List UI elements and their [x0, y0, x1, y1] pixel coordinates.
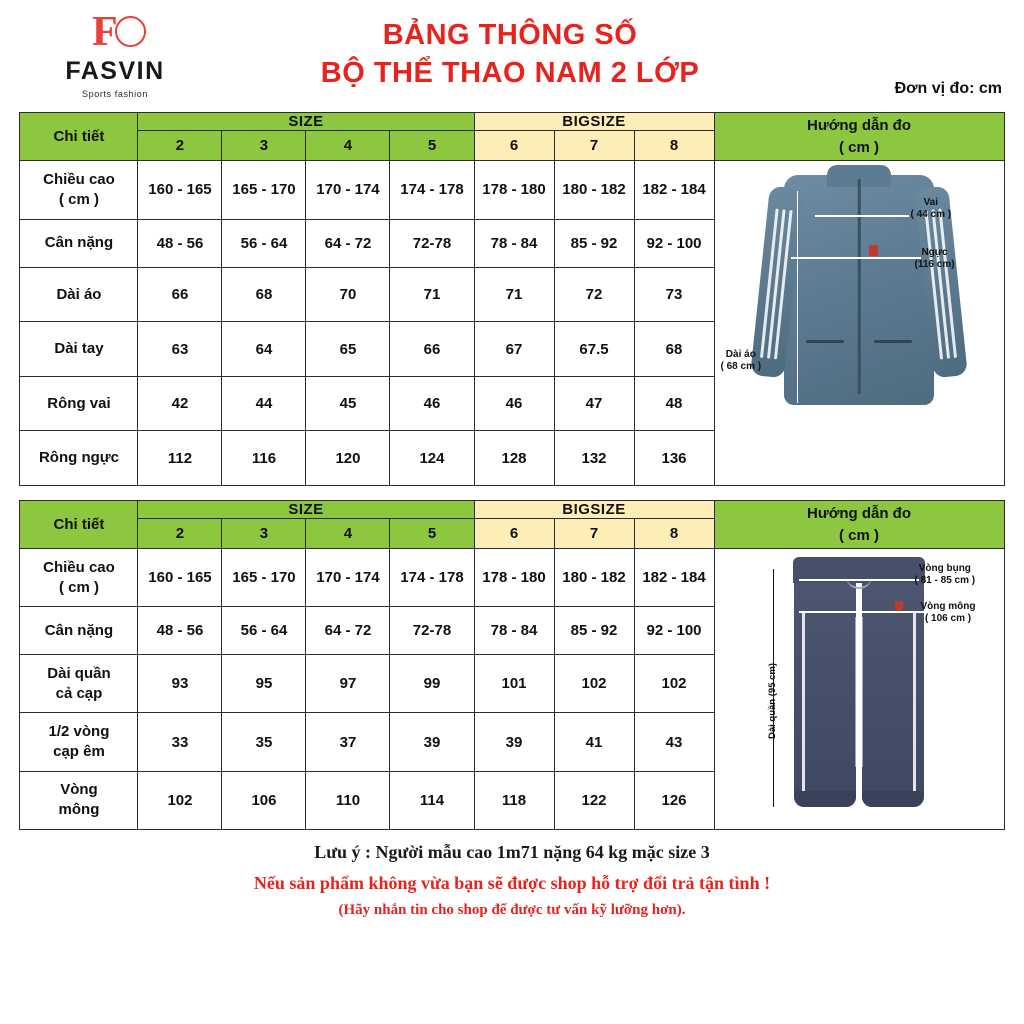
- table-cell: 33: [138, 713, 222, 771]
- bigsize-col-8: 8: [634, 131, 714, 161]
- table-cell: 78 - 84: [474, 607, 554, 655]
- table-cell: 116: [222, 431, 306, 486]
- table-cell: 85 - 92: [554, 219, 634, 267]
- table-cell: 48 - 56: [138, 219, 222, 267]
- row-label: Cân nặng: [20, 607, 138, 655]
- table-cell: 72: [554, 267, 634, 322]
- waist-measure-line: [799, 579, 919, 581]
- hip-measure-line: [799, 611, 925, 613]
- row-label: Dài áo: [20, 267, 138, 322]
- jacket-logo-patch: [869, 245, 878, 256]
- brand-name: FASVIN: [65, 57, 165, 85]
- footer-note-model: Lưu ý : Người mẫu cao 1m71 nặng 64 kg mặc size 3: [314, 842, 710, 862]
- pants-gap: [856, 617, 863, 767]
- table-cell: 67.5: [554, 322, 634, 377]
- table-cell: 160 - 165: [138, 161, 222, 220]
- pants-leg-right: [862, 581, 924, 807]
- table-cell: 174 - 178: [390, 549, 474, 607]
- pants-cuff-right: [862, 791, 924, 807]
- table-header-row-1: [20, 501, 1004, 519]
- header-guide-line1: Hướng dẫn đo: [807, 116, 912, 134]
- table-cell: 118: [474, 771, 554, 829]
- table-cell: 126: [634, 771, 714, 829]
- page-title: [230, 16, 790, 92]
- size-col-5: 5: [390, 519, 474, 549]
- row-label-line2: ( cm ): [58, 578, 99, 596]
- table-cell: 114: [390, 771, 474, 829]
- size-col-5: 5: [390, 131, 474, 161]
- table-cell: 128: [474, 431, 554, 486]
- header-guide-line1: Hướng dẫn đo: [807, 504, 912, 522]
- header-size: SIZE: [138, 113, 474, 131]
- table-cell: 170 - 174: [306, 549, 390, 607]
- page-title-line2: BỘ THỂ THAO NAM 2 LỚP: [320, 57, 700, 89]
- pants-leg-left: [794, 581, 856, 807]
- table-cell: 112: [138, 431, 222, 486]
- jacket-pocket-left: [806, 340, 844, 343]
- table-cell: 45: [306, 376, 390, 431]
- table-cell: 180 - 182: [554, 161, 634, 220]
- length-measure-line: [797, 191, 799, 403]
- bigsize-col-8: 8: [634, 519, 714, 549]
- jacket-zipper: [858, 179, 861, 394]
- table-cell: 78 - 84: [474, 219, 554, 267]
- shoulder-annotation: Vai ( 44 cm ): [910, 197, 952, 220]
- table-cell: 160 - 165: [138, 549, 222, 607]
- chest-measure-line: [791, 257, 921, 259]
- table-row: [20, 161, 1004, 220]
- table-cell: 122: [554, 771, 634, 829]
- table-cell: 182 - 184: [634, 161, 714, 220]
- header-guide-line2: ( cm ): [839, 526, 880, 544]
- table-cell: 44: [222, 376, 306, 431]
- header-guide-line2: ( cm ): [839, 138, 880, 156]
- page-footer: [20, 842, 1004, 919]
- row-label-line1: Dài quần: [47, 664, 111, 682]
- table-cell: 48 - 56: [138, 607, 222, 655]
- pants-logo-patch: [895, 601, 903, 611]
- table-cell: 170 - 174: [306, 161, 390, 220]
- table-cell: 120: [306, 431, 390, 486]
- table-cell: 180 - 182: [554, 549, 634, 607]
- table-cell: 41: [554, 713, 634, 771]
- table-cell: 97: [306, 655, 390, 713]
- row-label: [20, 549, 138, 607]
- table-divider: [0, 486, 1024, 500]
- logo-circle-icon: [115, 16, 146, 47]
- table-cell: 39: [474, 713, 554, 771]
- table-cell: 178 - 180: [474, 549, 554, 607]
- table-cell: 165 - 170: [222, 549, 306, 607]
- brand-logo: [30, 8, 200, 100]
- size-col-3: 3: [222, 131, 306, 161]
- table-cell: 72-78: [390, 219, 474, 267]
- size-col-2: 2: [138, 131, 222, 161]
- table-cell: 178 - 180: [474, 161, 554, 220]
- pants-size-table: [19, 500, 1004, 830]
- bigsize-col-6: 6: [474, 131, 554, 161]
- table-cell: 70: [306, 267, 390, 322]
- table-cell: 64 - 72: [306, 607, 390, 655]
- header-guide: [714, 113, 1004, 161]
- jacket-illustration: [715, 161, 1004, 485]
- leg-stripe-icon: [802, 611, 805, 796]
- bigsize-col-7: 7: [554, 519, 634, 549]
- table-cell: 66: [138, 267, 222, 322]
- table-cell: 174 - 178: [390, 161, 474, 220]
- bigsize-col-7: 7: [554, 131, 634, 161]
- table-cell: 136: [634, 431, 714, 486]
- brand-tagline: Sports fashion: [82, 89, 148, 99]
- table-row: [20, 549, 1004, 607]
- table-cell: 93: [138, 655, 222, 713]
- table-cell: 71: [474, 267, 554, 322]
- header-detail: Chi tiết: [20, 113, 138, 161]
- row-label: [20, 655, 138, 713]
- row-label: Dài tay: [20, 322, 138, 377]
- table-cell: 48: [634, 376, 714, 431]
- table-cell: 46: [474, 376, 554, 431]
- table-cell: 68: [634, 322, 714, 377]
- row-label: Cân nặng: [20, 219, 138, 267]
- length-annotation: Dài áo ( 68 cm ): [720, 349, 762, 372]
- table-cell: 71: [390, 267, 474, 322]
- header-bigsize: BIGSIZE: [474, 501, 714, 519]
- row-label-line1: 1/2 vòng: [48, 723, 110, 741]
- page-header: [0, 0, 1024, 112]
- row-label-line2: cả cạp: [55, 684, 103, 702]
- table-cell: 182 - 184: [634, 549, 714, 607]
- table-cell: 67: [474, 322, 554, 377]
- table-cell: 92 - 100: [634, 607, 714, 655]
- logo-mark-icon: [82, 10, 148, 56]
- table-header-row-1: [20, 113, 1004, 131]
- table-cell: 73: [634, 267, 714, 322]
- table-cell: 63: [138, 322, 222, 377]
- table-cell: 95: [222, 655, 306, 713]
- shoulder-measure-line: [815, 215, 909, 217]
- row-label-line1: Vòng: [60, 781, 98, 799]
- table-cell: 47: [554, 376, 634, 431]
- table-cell: 101: [474, 655, 554, 713]
- table-cell: 110: [306, 771, 390, 829]
- row-label: [20, 713, 138, 771]
- table-cell: 72-78: [390, 607, 474, 655]
- size-col-4: 4: [306, 519, 390, 549]
- waist-annotation: Vòng bụng ( 81 - 85 cm ): [914, 563, 976, 586]
- pants-body: [793, 557, 925, 807]
- jacket-size-table: [19, 112, 1004, 486]
- pants-cuff-left: [794, 791, 856, 807]
- header-bigsize: BIGSIZE: [474, 113, 714, 131]
- table-cell: 37: [306, 713, 390, 771]
- unit-note: Đơn vị đo: cm: [894, 80, 1002, 97]
- table-cell: 106: [222, 771, 306, 829]
- row-label-line2: cạp êm: [53, 743, 105, 761]
- header-size: SIZE: [138, 501, 474, 519]
- table-cell: 64 - 72: [306, 219, 390, 267]
- table-cell: 124: [390, 431, 474, 486]
- hip-annotation: Vòng mông ( 106 cm ): [920, 601, 976, 624]
- table-cell: 39: [390, 713, 474, 771]
- size-col-2: 2: [138, 519, 222, 549]
- footer-note-exchange: Nếu sản phẩm không vừa bạn sẽ được shop hỗ trợ đổi trả tận tình !: [253, 873, 771, 893]
- jacket-guide-cell: [714, 161, 1004, 486]
- table-cell: 66: [390, 322, 474, 377]
- row-label-line2: ( cm ): [58, 190, 99, 208]
- table-cell: 85 - 92: [554, 607, 634, 655]
- row-label-line1: Chiều cao: [43, 558, 115, 576]
- size-col-3: 3: [222, 519, 306, 549]
- page-title-line1: BẢNG THÔNG SỐ: [382, 19, 638, 51]
- table-cell: 132: [554, 431, 634, 486]
- row-label-line2: mông: [58, 801, 100, 819]
- table-cell: 56 - 64: [222, 219, 306, 267]
- row-label: [20, 161, 138, 220]
- table-cell: 42: [138, 376, 222, 431]
- footer-note-contact: (Hãy nhắn tin cho shop để được tư vấn kỹ lưỡng hơn).: [338, 902, 686, 918]
- table-cell: 35: [222, 713, 306, 771]
- table-cell: 64: [222, 322, 306, 377]
- row-label: Rông vai: [20, 376, 138, 431]
- table-cell: 92 - 100: [634, 219, 714, 267]
- table-cell: 102: [138, 771, 222, 829]
- header-guide: [714, 501, 1004, 549]
- table-cell: 43: [634, 713, 714, 771]
- table-cell: 65: [306, 322, 390, 377]
- table-cell: 56 - 64: [222, 607, 306, 655]
- table-cell: 165 - 170: [222, 161, 306, 220]
- pants-illustration: [715, 549, 1004, 829]
- row-label-line1: Chiều cao: [43, 170, 115, 188]
- pants-guide-cell: [714, 549, 1004, 830]
- table-cell: 102: [554, 655, 634, 713]
- table-cell: 102: [634, 655, 714, 713]
- row-label: [20, 771, 138, 829]
- row-label: Rông ngực: [20, 431, 138, 486]
- header-detail: Chi tiết: [20, 501, 138, 549]
- table-cell: 68: [222, 267, 306, 322]
- table-cell: 99: [390, 655, 474, 713]
- size-col-4: 4: [306, 131, 390, 161]
- pants-length-annotation: Dài quần (95 cm): [766, 662, 778, 739]
- chest-annotation: Ngực (116 cm): [914, 247, 955, 270]
- leg-stripe-icon: [913, 611, 916, 796]
- bigsize-col-6: 6: [474, 519, 554, 549]
- jacket-pocket-right: [874, 340, 912, 343]
- logo-letter: F: [92, 9, 118, 55]
- table-cell: 46: [390, 376, 474, 431]
